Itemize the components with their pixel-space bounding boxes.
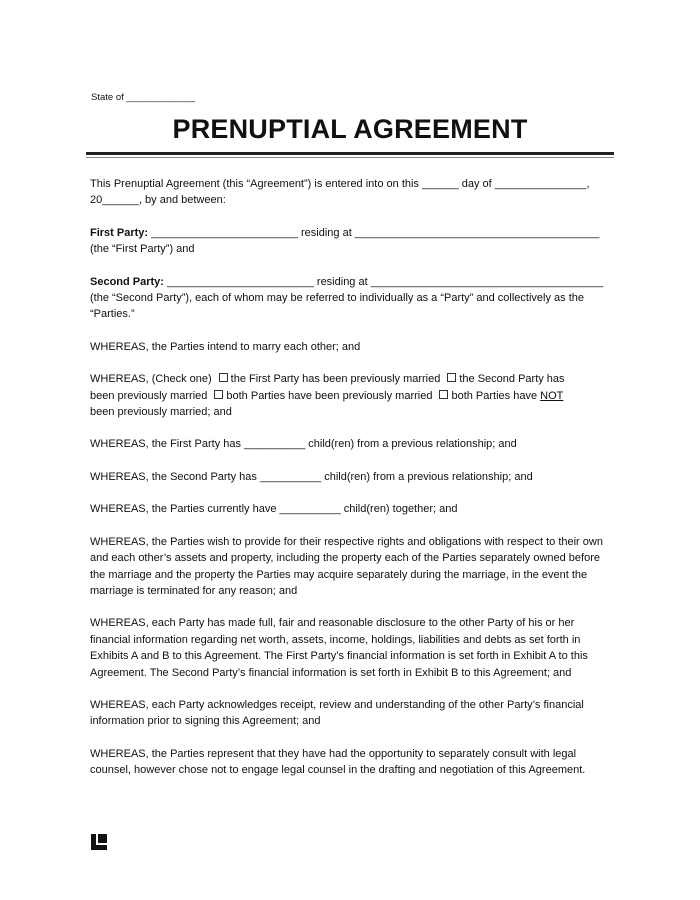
checkbox-both-married[interactable] bbox=[214, 390, 223, 399]
check-prefix: WHEREAS, (Check one) bbox=[90, 373, 212, 386]
intro-line-2: 20______, by and between: bbox=[90, 194, 226, 207]
second-party-fields: ________________________ residing at ______________________________________ bbox=[163, 275, 604, 288]
receipt-line-2: information prior to signing this Agreement; and bbox=[90, 715, 321, 728]
rights-line-3: the marriage and the property the Parties may acquire separately during the marriage, in the event the bbox=[90, 568, 588, 581]
counsel-line-2: counsel, however chose not to engage legal counsel in the drafting and negotiation of this Agreement. bbox=[90, 764, 586, 777]
check-option-3: both Parties have been previously married bbox=[226, 389, 433, 402]
disclosure-line-4: Agreement. The Second Party’s financial information is set forth in Exhibit B to this Agreement; and bbox=[90, 666, 572, 679]
check-option-2a: the Second Party has bbox=[459, 373, 565, 386]
check-option-4-not: NOT bbox=[540, 389, 564, 402]
second-party-line-3: “Parties.” bbox=[90, 308, 135, 321]
document-body bbox=[90, 176, 615, 795]
state-line: State of _____________ bbox=[91, 92, 196, 103]
whereas-counsel-paragraph bbox=[90, 746, 615, 779]
whereas-receipt-paragraph bbox=[90, 697, 615, 730]
check-option-4-pre: both Parties have bbox=[451, 389, 538, 402]
disclosure-line-3: Exhibits A and B to this Agreement. The First Party’s financial information is set forth in Exhibit A to this bbox=[90, 650, 588, 663]
checkbox-neither-married[interactable] bbox=[439, 390, 448, 399]
check-option-2b: been previously married bbox=[90, 389, 208, 402]
whereas-together-children: WHEREAS, the Parties currently have __________ child(ren) together; and bbox=[90, 503, 458, 516]
second-party-line-2: (the “Second Party”), each of whom may be referred to individually as a “Party” and collectively as the bbox=[90, 292, 585, 305]
first-party-line-2: (the “First Party”) and bbox=[90, 243, 195, 256]
whereas-check-paragraph bbox=[90, 371, 615, 420]
checkbox-second-party-married[interactable] bbox=[447, 373, 456, 382]
title-rule-thick bbox=[86, 152, 614, 155]
intro-line-1: This Prenuptial Agreement (this “Agreement”) is entered into on this ______ day of _______________, bbox=[90, 178, 590, 190]
document-title: PRENUPTIAL AGREEMENT bbox=[172, 114, 528, 144]
intro-paragraph bbox=[90, 176, 615, 209]
checkbox-first-party-married[interactable] bbox=[219, 373, 228, 382]
check-option-4b: been previously married; and bbox=[90, 406, 232, 419]
whereas-rights-paragraph bbox=[90, 534, 615, 600]
second-party-label: Second Party: bbox=[90, 275, 164, 288]
rights-line-4: marriage is terminated for any reason; and bbox=[90, 584, 298, 597]
counsel-line-1: WHEREAS, the Parties represent that they have had the opportunity to separately consult with legal bbox=[90, 747, 577, 760]
brand-logo-icon bbox=[91, 834, 107, 850]
disclosure-line-2: financial information regarding net worth, assets, income, holdings, liabilities and debts as set forth in bbox=[90, 633, 581, 646]
disclosure-line-1: WHEREAS, each Party has made full, fair and reasonable disclosure to the other Party of his or her bbox=[90, 617, 575, 630]
whereas-disclosure-paragraph bbox=[90, 615, 615, 681]
whereas-second-children: WHEREAS, the Second Party has __________ child(ren) from a previous relationship; and bbox=[90, 470, 533, 483]
title-rule-thin bbox=[86, 157, 614, 158]
rights-line-1: WHEREAS, the Parties wish to provide for their respective rights and obligations with respect to their own bbox=[90, 535, 603, 548]
receipt-line-1: WHEREAS, each Party acknowledges receipt, review and understanding of the other Party’s financial bbox=[90, 698, 584, 711]
first-party-paragraph bbox=[90, 225, 615, 258]
first-party-label: First Party: bbox=[90, 226, 149, 239]
first-party-fields: ________________________ residing at ________________________________________ bbox=[148, 226, 600, 239]
check-option-1: the First Party has been previously married bbox=[230, 373, 441, 386]
whereas-first-children: WHEREAS, the First Party has __________ child(ren) from a previous relationship; and bbox=[90, 438, 517, 451]
second-party-paragraph bbox=[90, 274, 615, 323]
rights-line-2: and each other’s assets and property, including the property each of the Parties separately owned before bbox=[90, 552, 600, 565]
whereas-marry: WHEREAS, the Parties intend to marry each other; and bbox=[90, 340, 361, 353]
